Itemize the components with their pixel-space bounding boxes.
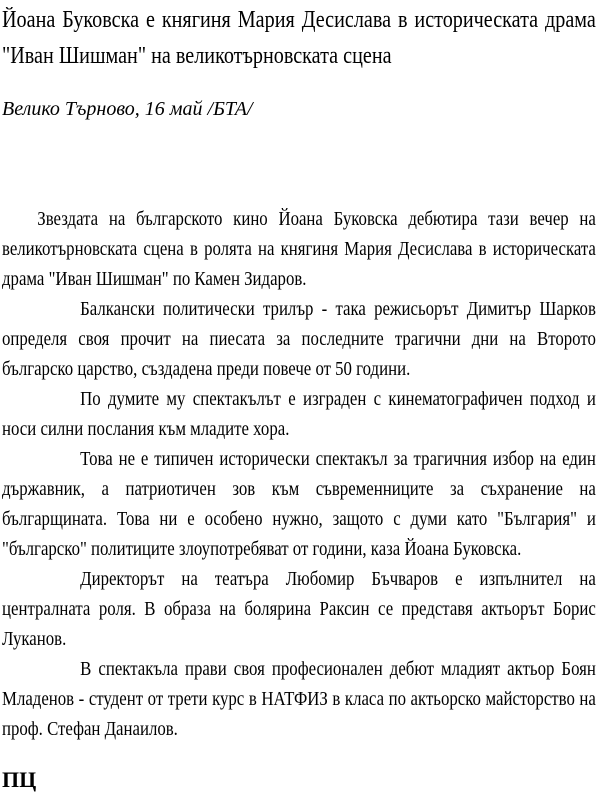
article-body <box>2 204 596 744</box>
paragraph: Директорът на театъра Любомир Бъчваров е изпълнител на централната роля. В образа на болярина Раксин се представя актьорът Борис Луканов. <box>2 568 596 650</box>
paragraph: Балкански политически трилър - така режисьорът Димитър Шарков определя своя прочит на пиесата за последните трагични дни на Второто българско царство, създадена преди повече от 50 години. <box>2 298 596 380</box>
paragraph: В спектакъла прави своя професионален дебют младият актьор Боян Младенов - студент от трети курс в НАТФИЗ в класа по актьорско майсторство на проф. Стефан Данаилов. <box>2 658 596 740</box>
paragraph: Това не е типичен исторически спектакъл за трагичния избор на един държавник, а патриотичен зов към съвременниците за съхранение на българщината. Това ни е особено нужно, защото с думи като "България" и "българско" политиците злоупотребяват от години, каза Йоана Буковска. <box>2 448 596 560</box>
paragraph: Звездата на българското кино Йоана Буковска дебютира тази вечер на великотърновската сцена в ролята на княгиня Мария Десислава в историческата драма "Иван Шишман" по Камен Зидаров. <box>2 208 596 290</box>
headline: Йоана Буковска е княгиня Мария Десислава в историческата драма "Иван Шишман" на великотърновската сцена <box>2 7 596 69</box>
paragraph: По думите му спектакълът е изграден с кинематографичен подход и носи силни послания към младите хора. <box>2 388 596 440</box>
dateline: Велико Търново, 16 май /БТА/ <box>2 98 253 120</box>
author-initials: ПЦ <box>2 767 37 792</box>
